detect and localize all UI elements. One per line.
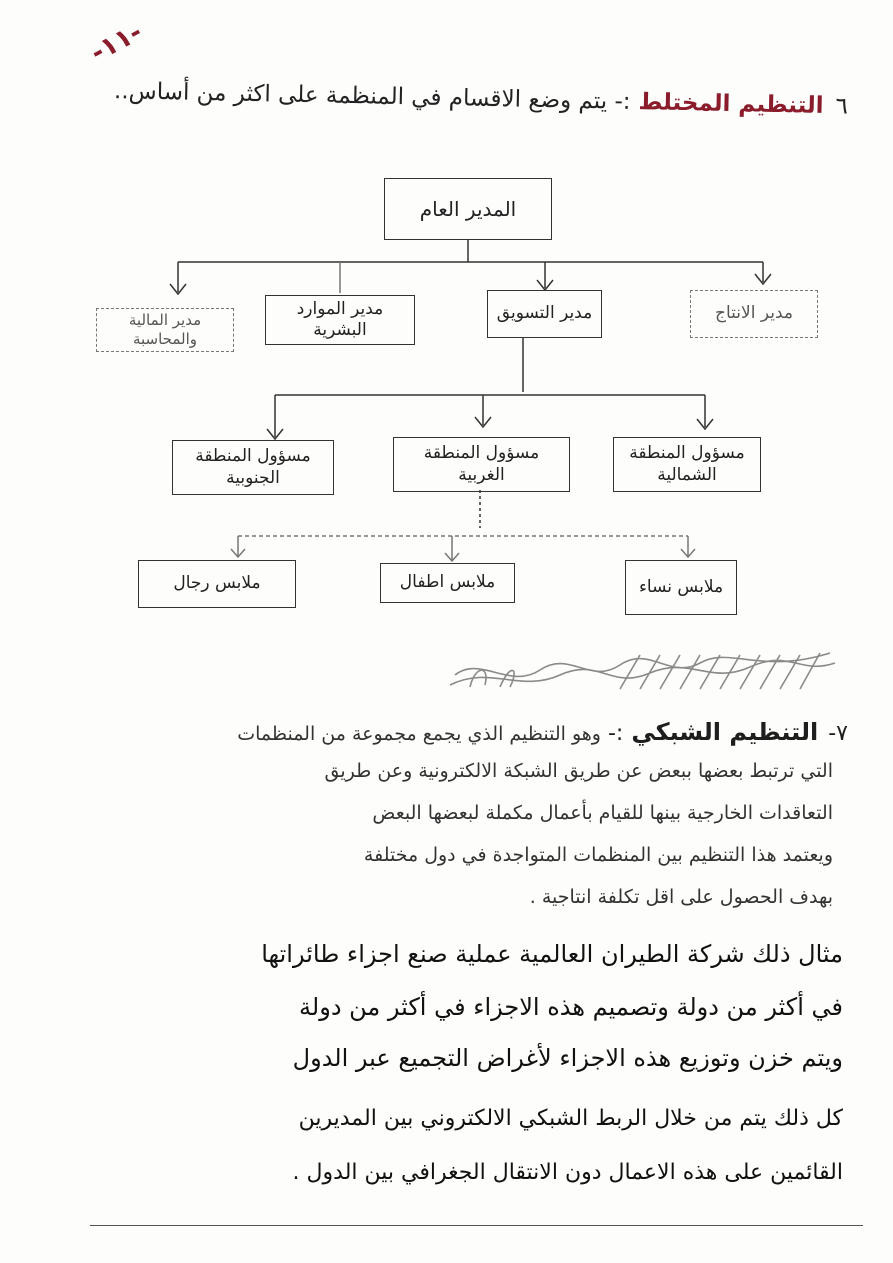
example-line-2: في أكثر من دولة وتصميم هذه الاجزاء في أكثر من دولة <box>299 993 843 1021</box>
section-7-number: ٧- <box>828 721 848 746</box>
section-7-line-2: التي ترتبط بعضها ببعض عن طريق الشبكة الالكترونية وعن طريق <box>324 760 833 782</box>
section-6-number: ٦ <box>835 93 849 120</box>
org-node-production-manager: مدير الانتاج <box>690 290 818 338</box>
bottom-rule <box>90 1225 863 1226</box>
example-line-4: كل ذلك يتم من خلال الربط الشبكي الالكتروني بين المديرين <box>298 1106 843 1131</box>
org-node-finance-manager: مدير المالية والمحاسبة <box>96 308 234 352</box>
section-7-marker: :- <box>607 721 624 746</box>
section-6-title: التنظيم المختلط <box>638 89 824 119</box>
section-7-heading <box>237 718 848 746</box>
org-node-hr-manager: مدير الموارد البشرية <box>265 295 415 345</box>
example-line-5: القائمين على هذه الاعمال دون الانتقال الجغرافي بين الدول . <box>292 1160 843 1185</box>
section-7-title: التنظيم الشبكي <box>631 718 819 746</box>
org-node-women-clothing: ملابس نساء <box>625 560 737 615</box>
section-7-line-4: ويعتمد هذا التنظيم بين المنظمات المتواجدة في دول مختلفة <box>363 844 833 866</box>
example-line-3: ويتم خزن وتوزيع هذه الاجزاء لأغراض التجميع عبر الدول <box>292 1044 843 1072</box>
org-node-general-manager: المدير العام <box>384 178 552 240</box>
section-6-heading-text: :- يتم وضع الاقسام في المنظمة على اكثر من أساس.. <box>113 78 631 115</box>
example-line-1: مثال ذلك شركة الطيران العالمية عملية صنع اجزاء طائراتها <box>261 940 843 968</box>
org-node-men-clothing: ملابس رجال <box>138 560 296 608</box>
crossed-out-scribble <box>440 645 840 697</box>
section-7-line-3: التعاقدات الخارجية بينها للقيام بأعمال مكملة لبعضها البعض <box>372 802 833 824</box>
page-number: -١١- <box>86 16 148 69</box>
section-7-line-1: وهو التنظيم الذي يجمع مجموعة من المنظمات <box>237 723 601 745</box>
org-node-south-region: مسؤول المنطقة الجنوبية <box>172 440 334 495</box>
org-node-west-region: مسؤول المنطقة الغربية <box>393 437 570 492</box>
org-node-marketing-manager: مدير التسويق <box>487 290 602 338</box>
org-node-north-region: مسؤول المنطقة الشمالية <box>613 437 761 492</box>
section-7-line-5: بهدف الحصول على اقل تكلفة انتاجية . <box>529 886 833 908</box>
org-node-children-clothing: ملابس اطفال <box>380 563 515 603</box>
